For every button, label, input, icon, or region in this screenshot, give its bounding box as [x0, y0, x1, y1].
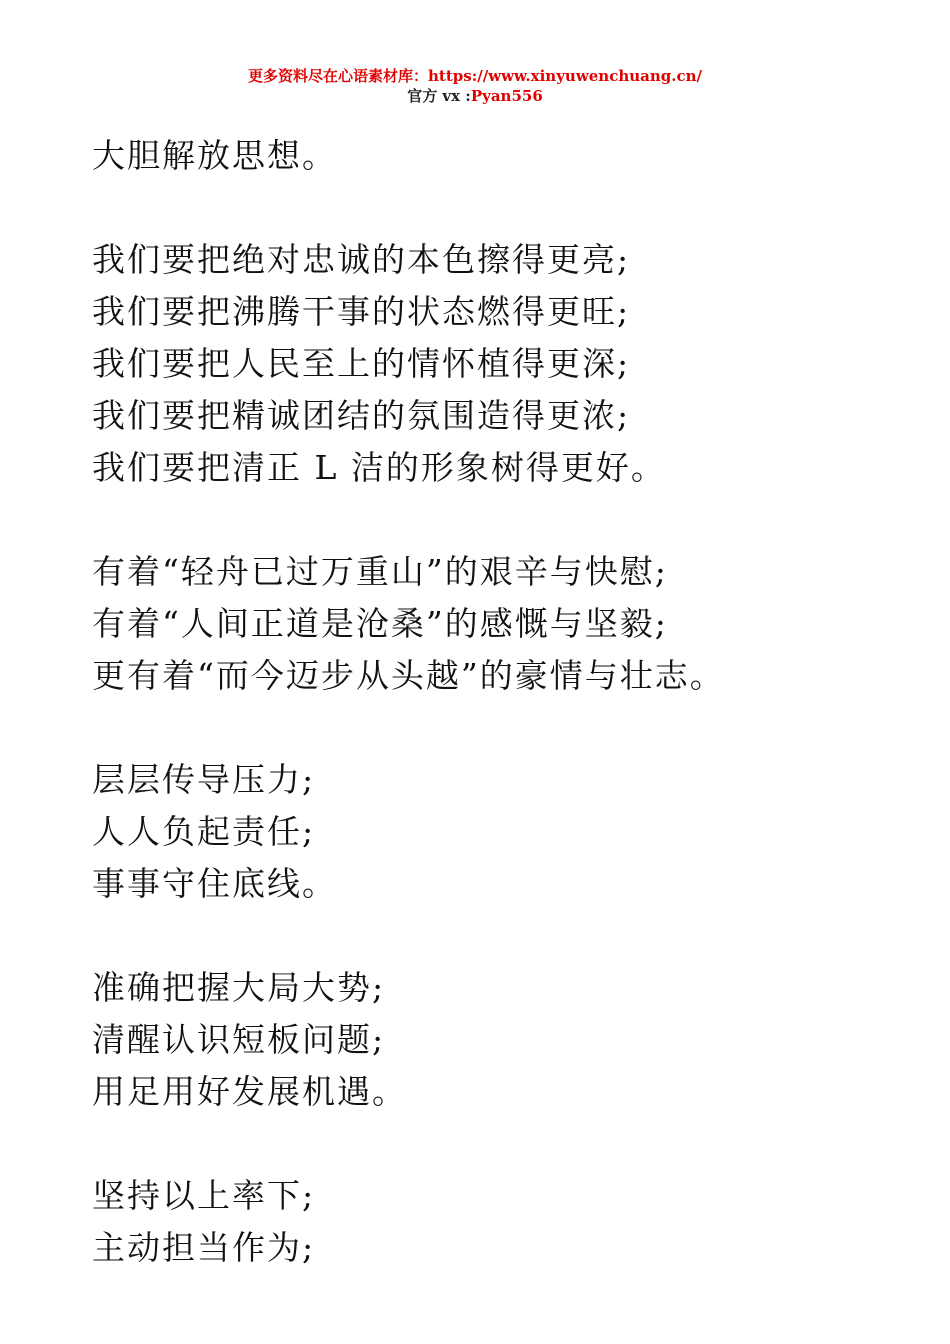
text-line: 我们要把沸腾干事的状态燃得更旺;: [92, 292, 631, 331]
paragraph: [92, 1170, 892, 1274]
page-header: [0, 66, 950, 106]
text-line: 准确把握大局大势;: [92, 968, 386, 1007]
text-line: 清醒认识短板问题;: [92, 1020, 386, 1059]
text-line: 我们要把绝对忠诚的本色擦得更亮;: [92, 240, 631, 279]
document-body: [92, 130, 892, 1274]
header-vx-label: 官方 vx :: [407, 87, 471, 105]
text-line: 我们要把精诚团结的氛围造得更浓;: [92, 396, 631, 435]
text-line: 事事守住底线。: [92, 864, 337, 903]
header-line-1: [0, 66, 950, 86]
paragraph: [92, 130, 892, 182]
header-vx-id: Pyan556: [470, 87, 543, 105]
paragraph: [92, 962, 892, 1118]
header-line-2: [0, 86, 950, 106]
text-line: 主动担当作为;: [92, 1228, 316, 1267]
header-url-link[interactable]: https://www.xinyuwenchuang.cn/: [428, 67, 702, 85]
text-line: 有着“人间正道是沧桑”的感慨与坚毅;: [92, 604, 668, 643]
text-line: 更有着“而今迈步从头越”的豪情与壮志。: [92, 656, 725, 695]
text-line: 人人负起责任;: [92, 812, 316, 851]
text-line: 用足用好发展机遇。: [92, 1072, 407, 1111]
text-line: 大胆解放思想。: [92, 136, 337, 175]
paragraph: [92, 754, 892, 910]
text-line: 层层传导压力;: [92, 760, 316, 799]
text-line: 坚持以上率下;: [92, 1176, 316, 1215]
header-promo-text: 更多资料尽在心语素材库：: [248, 67, 429, 85]
paragraph: [92, 234, 892, 494]
paragraph: [92, 546, 892, 702]
text-line: 我们要把清正 L 洁的形象树得更好。: [92, 448, 666, 487]
text-line: 我们要把人民至上的情怀植得更深;: [92, 344, 631, 383]
text-line: 有着“轻舟已过万重山”的艰辛与快慰;: [92, 552, 668, 591]
